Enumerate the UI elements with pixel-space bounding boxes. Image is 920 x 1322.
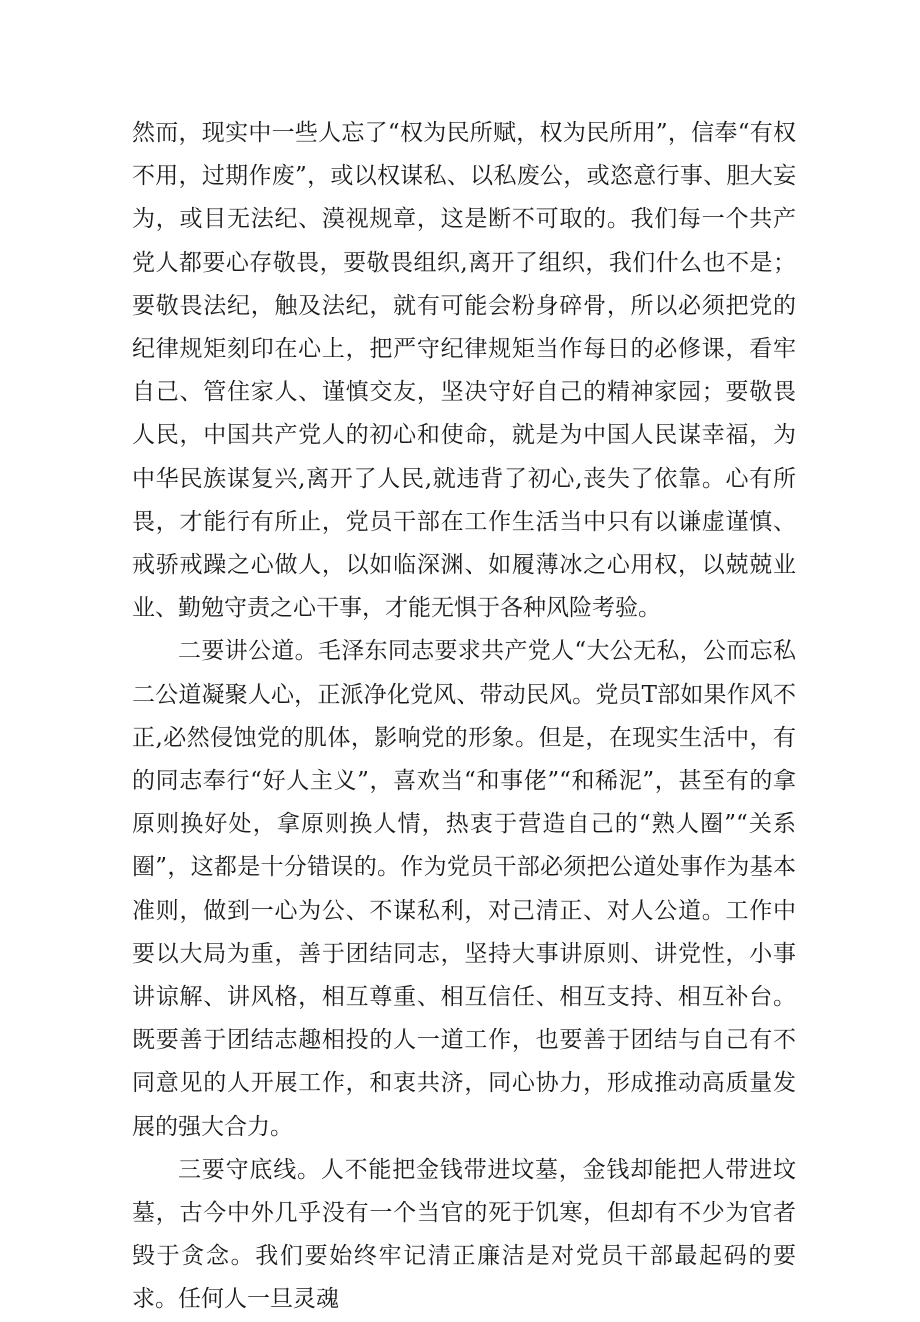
- paragraph-fairness: 二要讲公道。毛泽东同志要求共产党人“大公无私，公而忘私二公道凝聚人心，正派净化党风、带动民风。党员T部如果作风不正,必然侵蚀党的肌体，影响党的形象。但是，在现实生活中，有的同志奉行“好人主义”，喜欢当“和事佬”“和稀泥”，甚至有的拿原则换好处，拿原则换人情，热衷于营造自己的“熟人圈”“关系圈”，这都是十分错误的。作为党员干部必须把公道处事作为基本准则，做到一心为公、不谋私利，对己清正、对人公道。工作中要以大局为重，善于团结同志，坚持大事讲原则、讲党性，小事讲谅解、讲风格，相互尊重、相互信任、相互支持、相互补台。既要善于团结志趣相投的人一道工作，也要善于团结与自己有不同意见的人开展工作，和衷共济，同心协力，形成推动高质量发展的强大合力。: [132, 638, 796, 1140]
- document-body: [132, 112, 796, 1322]
- paragraph-bottom-line: 三要守底线。人不能把金钱带进坟墓，金钱却能把人带进坟墓，古今中外几乎没有一个当官的死于饥寒，但却有不少为官者毁于贪念。我们要始终牢记清正廉洁是对党员干部最起码的要求。任何人一旦灵魂: [132, 1156, 796, 1313]
- paragraph-awe: 然而，现实中一些人忘了“权为民所赋，权为民所用”，信奉“有权不用，过期作废”，或以权谋私、以私废公，或恣意行事、胆大妄为，或目无法纪、漠视规章，这是断不可取的。我们每一个共产党人都要心存敬畏，要敬畏组织,离开了组织，我们什么也不是；要敬畏法纪，触及法纪，就有可能会粉身碎骨，所以必须把党的纪律规矩刻印在心上，把严守纪律规矩当作每日的必修课，看牢自己、管住家人、谨慎交友，坚决守好自己的精神家园；要敬畏人民，中国共产党人的初心和使命，就是为中国人民谋幸福，为中华民族谋复兴,离开了人民,就违背了初心,丧失了依靠。心有所畏，才能行有所止，党员干部在工作生活当中只有以谦虚谨慎、戒骄戒躁之心做人，以如临深渊、如履薄冰之心用权，以兢兢业业、勤勉守责之心干事，才能无惧于各种风险考验。: [132, 120, 796, 622]
